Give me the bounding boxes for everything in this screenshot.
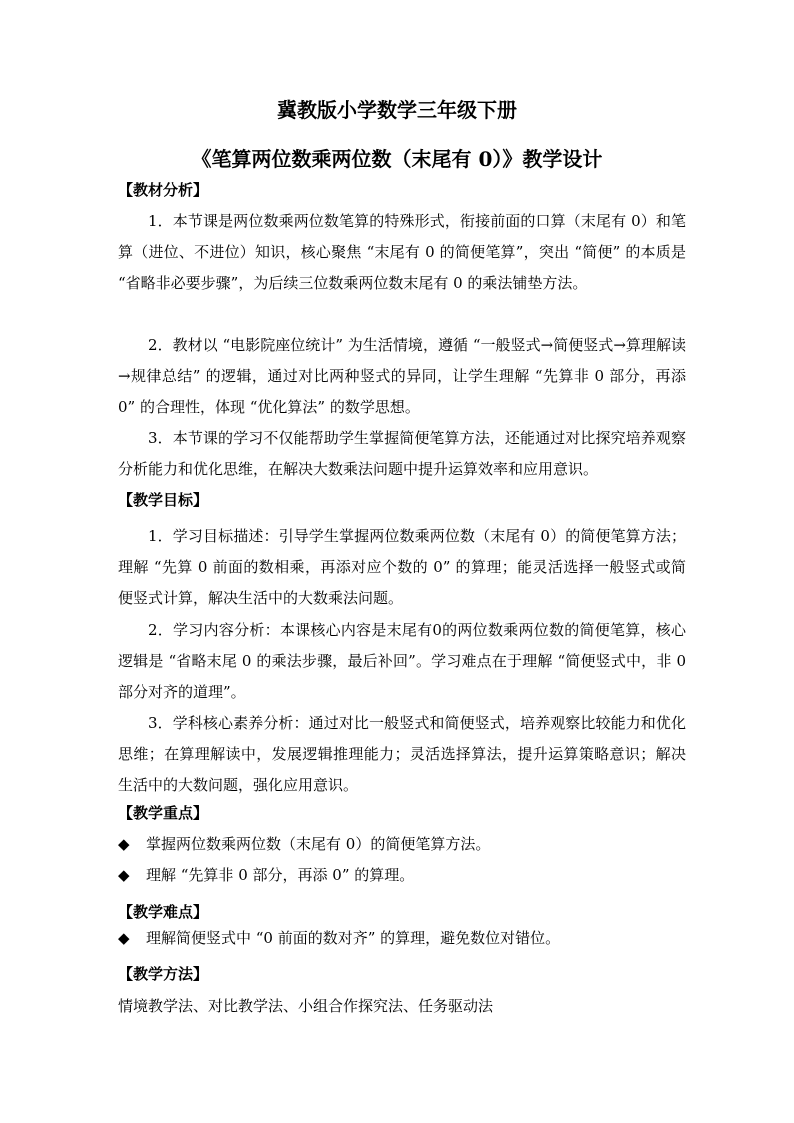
analysis-paragraph-1: 1．本节课是两位数乘两位数笔算的特殊形式，衔接前面的口算（末尾有 0）和笔算（进位、不进位）知识，核心聚焦 “末尾有 0 的简便笔算”，突出 “简便” 的本质是 “省略非必要步骤”，为后续三位数乘两位数末尾有 0 的乘法铺垫方法。 [118,212,686,292]
methods-text: 情境教学法、对比教学法、小组合作探究法、任务驱动法 [118,997,494,1015]
diamond-bullet-icon: ◆ [118,835,130,853]
diamond-bullet-icon: ◆ [118,929,130,947]
heading-key-points: 【教学重点】 [118,804,209,822]
key-point-text: 理解 “先算非 0 部分，再添 0” 的算理。 [146,866,415,884]
diamond-bullet-icon: ◆ [118,866,130,884]
key-point-item [118,865,688,885]
goals-paragraph-2: 2．学习内容分析：本课核心内容是末尾有0的两位数乘两位数的简便笔算，核心逻辑是 “省略末尾 0 的乘法步骤，最后补回”。学习难点在于理解 “简便竖式中，非 0 部分对齐的道理”。 [118,621,686,701]
heading-goals: 【教学目标】 [118,491,209,509]
analysis-paragraph-2: 2．教材以 “电影院座位统计” 为生活情境，遵循 “一般竖式→简便竖式→算理解读→规律总结” 的逻辑，通过对比两种竖式的异同，让学生理解 “先算非 0 部分，再添 0” 的合理性，体现 “优化算法” 的数学思想。 [118,336,686,416]
difficulty-item [118,928,688,948]
analysis-paragraph-3: 3．本节课的学习不仅能帮助学生掌握简便笔算方法，还能通过对比探究培养观察分析能力和优化思维，在解决大数乘法问题中提升运算效率和应用意识。 [118,429,686,478]
key-point-text: 掌握两位数乘两位数（末尾有 0）的简便笔算方法。 [146,835,491,853]
goals-paragraph-1: 1．学习目标描述：引导学生掌握两位数乘两位数（末尾有 0）的简便笔算方法；理解 “先算 0 前面的数相乘，再添对应个数的 0” 的算理；能灵活选择一般竖式或简便竖式计算，解决生活中的大数乘法问题。 [118,527,686,607]
heading-difficulties: 【教学难点】 [118,903,209,921]
heading-analysis: 【教材分析】 [118,181,209,199]
document-title-line1: 冀教版小学数学三年级下册 [277,98,517,122]
heading-methods: 【教学方法】 [118,965,209,983]
document-title-line2: 《笔算两位数乘两位数（末尾有 0）》教学设计 [191,147,603,171]
difficulty-text: 理解简便竖式中 “0 前面的数对齐” 的算理，避免数位对错位。 [146,929,561,947]
key-point-item [118,834,688,854]
goals-paragraph-3: 3．学科核心素养分析：通过对比一般竖式和简便竖式，培养观察比较能力和优化思维；在算理解读中，发展逻辑推理能力；灵活选择算法，提升运算策略意识；解决生活中的大数问题，强化应用意识。 [118,714,686,794]
